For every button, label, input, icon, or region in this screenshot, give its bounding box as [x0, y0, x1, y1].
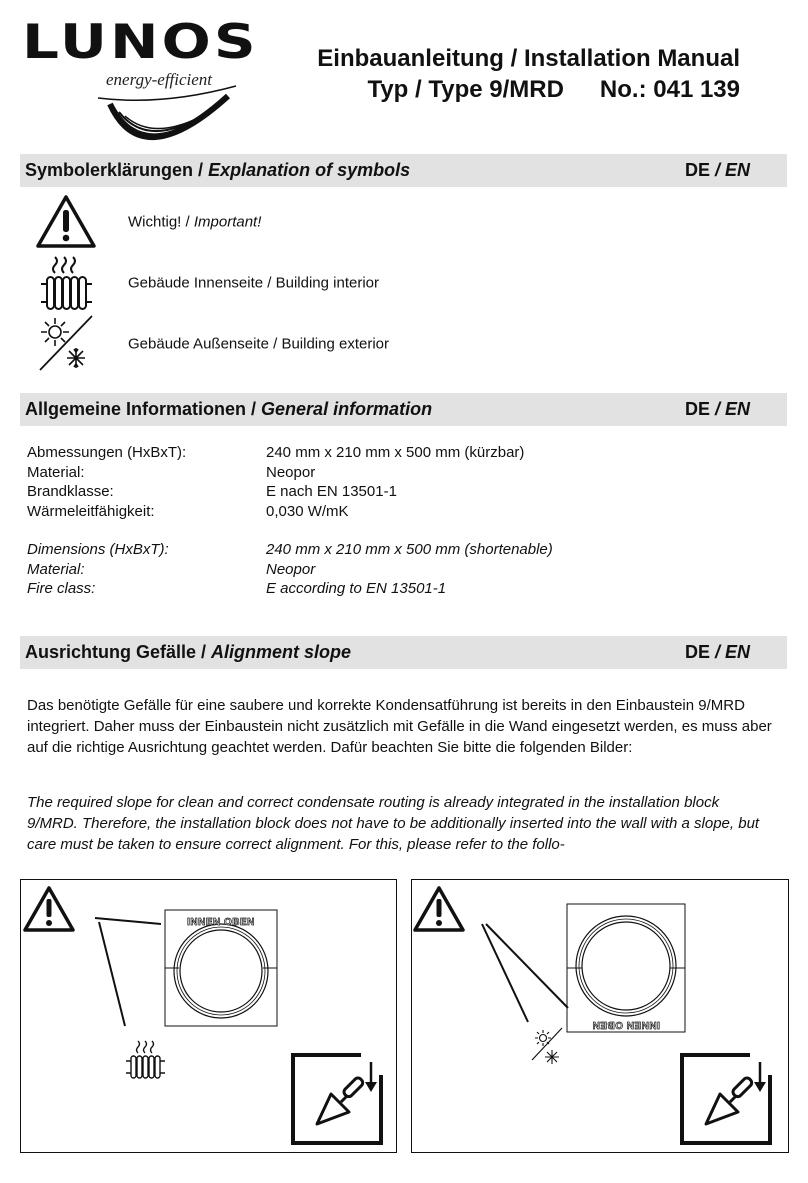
figure-panel-interior [20, 879, 397, 1153]
symbol-label: Gebäude Innenseite / Building interior [128, 274, 380, 292]
document-title [317, 43, 740, 105]
radiator-icon [126, 1041, 165, 1078]
brand-tagline: energy-efficient [106, 70, 213, 89]
warning-icon [25, 888, 73, 930]
block-marking: INNEN OBEN [187, 917, 255, 928]
figure-panel-exterior [411, 879, 789, 1153]
section-header-alignment [20, 636, 787, 669]
type-label: Typ / Type 9/MRD [367, 76, 564, 103]
alignment-figure-interior [21, 880, 396, 1152]
sun-snow-icon [532, 1028, 562, 1064]
installation-block-outline [567, 904, 685, 1032]
sun-snow-icon [36, 312, 96, 374]
pointer-lines [95, 918, 161, 1026]
language-indicator: DE / EN [684, 160, 750, 180]
symbol-label: Gebäude Außenseite / Building exterior [128, 335, 389, 353]
section-title: Symbolerklärungen / Explanation of symbols [25, 160, 411, 180]
symbol-label: Wichtig! / Important! [128, 213, 262, 231]
alignment-text-en: The required slope for clean and correct condensate routing is already integrated in the installation block 9/MRD. Therefore, the installation block does not have to be additionally inserted into the wall with a slope, but care must be taken to ensure correct alignment. For this, please refer to the follo- [27, 794, 760, 853]
language-indicator: DE / EN [684, 399, 750, 419]
warning-icon [415, 888, 463, 930]
brand-wordmark: LUNOS [22, 13, 259, 70]
number-label: No.: 041 139 [599, 76, 740, 103]
type-number-line [317, 74, 740, 105]
section-title: Allgemeine Informationen / General information [25, 399, 433, 419]
block-marking: INNEN OBEN [592, 1019, 660, 1030]
pointer-lines [482, 924, 568, 1022]
section-header-symbols [20, 154, 787, 187]
section-title: Ausrichtung Gefälle / Alignment slope [25, 642, 352, 662]
alignment-text-de: Das benötigte Gefälle für eine saubere und korrekte Kondensatführung ist bereits in den Einbaustein 9/MRD integriert. Daher muss der Einbaustein nicht zusätzlich mit Gefälle in die Wand eingesetzt werden, es muss aber auf die richtige Ausrichtung geachtet werden. Dafür beachten Sie bitte die folgenden Bilder: [27, 697, 772, 756]
radiator-icon [38, 253, 94, 313]
section-header-general [20, 393, 787, 426]
trowel-icon [682, 1053, 774, 1143]
lunos-logo [22, 13, 259, 152]
logo-swoosh-icon [22, 24, 246, 152]
warning-icon [35, 194, 97, 250]
language-indicator: DE / EN [684, 642, 750, 662]
trowel-icon [293, 1053, 385, 1143]
alignment-figure-exterior [412, 880, 788, 1152]
title-line: Einbauanleitung / Installation Manual [317, 45, 740, 72]
